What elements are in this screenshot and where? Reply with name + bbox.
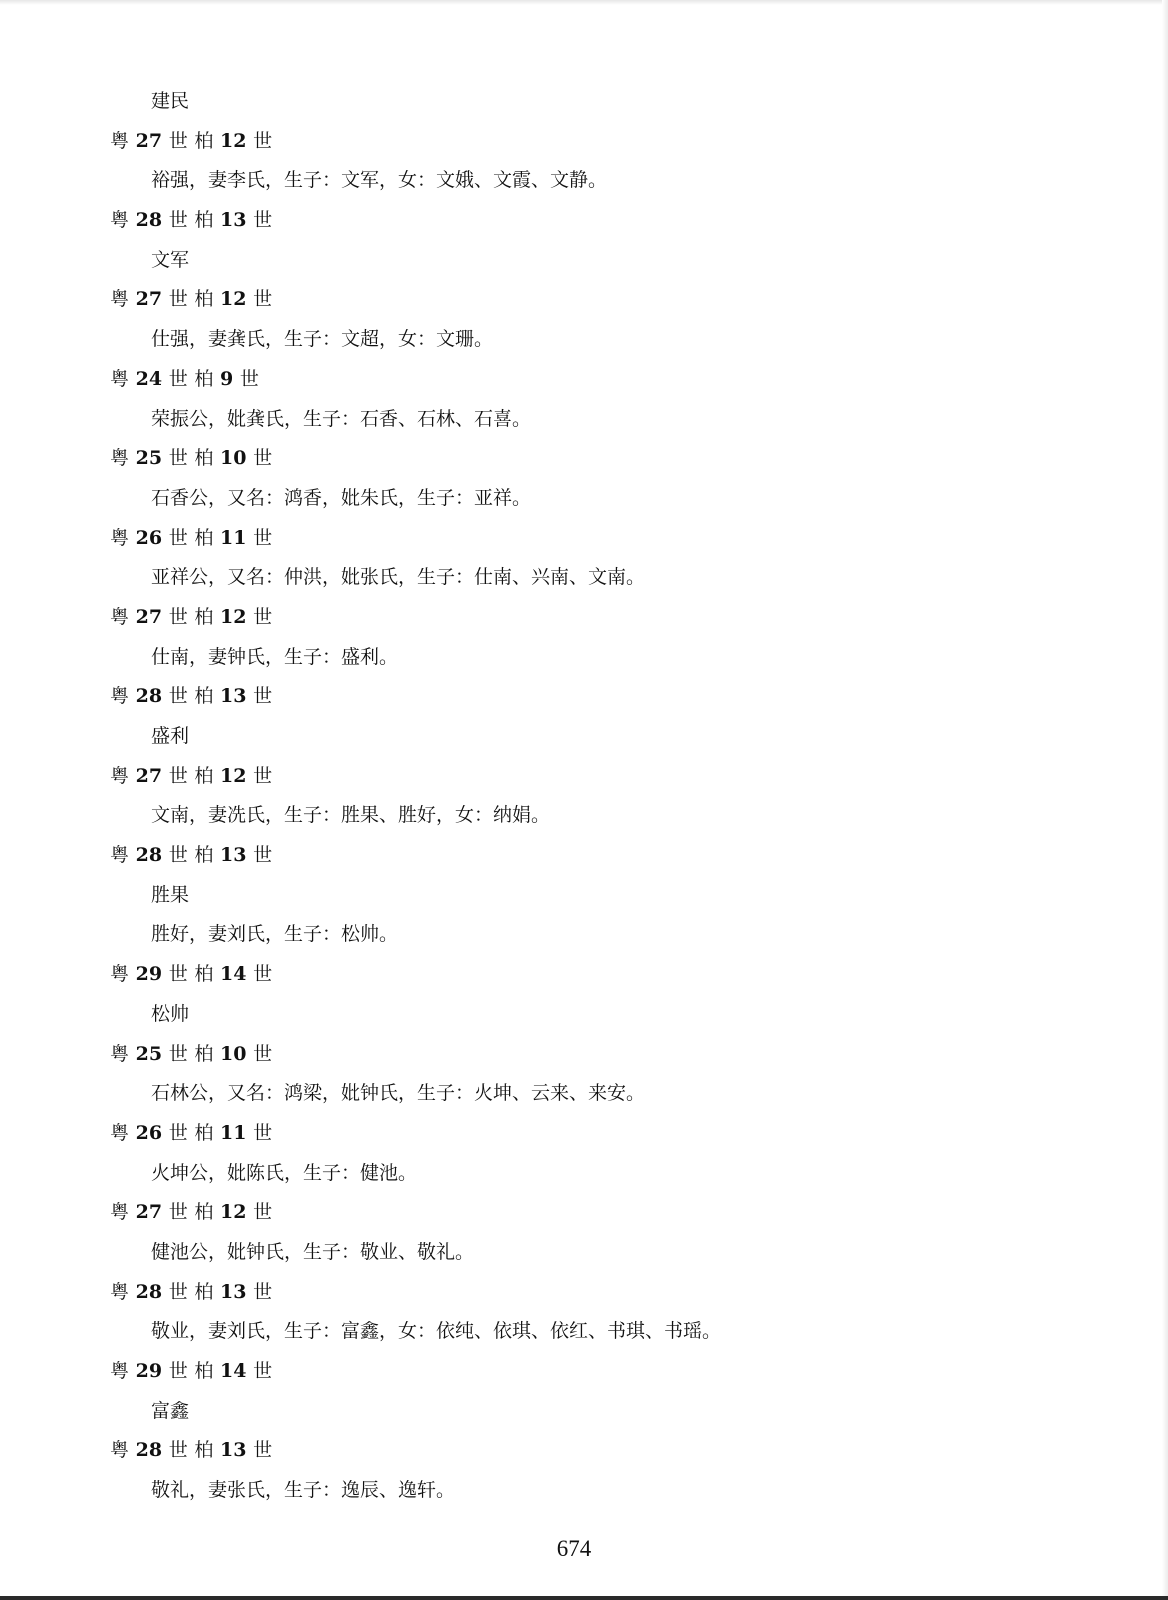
generation-heading bbox=[110, 280, 1110, 320]
clan-generation-unit: 世 bbox=[253, 685, 273, 708]
clan-generation-unit: 世 bbox=[253, 1360, 273, 1382]
province-label: 粤 bbox=[110, 1121, 130, 1144]
province-label: 粤 bbox=[110, 1042, 130, 1065]
clan-label: 柏 bbox=[194, 1042, 214, 1065]
province-generation-number: 25 bbox=[135, 447, 163, 470]
province-label: 粤 bbox=[110, 1439, 130, 1462]
province-label: 粤 bbox=[110, 605, 130, 628]
clan-generation-unit: 世 bbox=[253, 963, 273, 986]
clan-generation-number: 12 bbox=[220, 764, 247, 787]
clan-generation-number: 12 bbox=[220, 288, 247, 311]
clan-generation-number: 13 bbox=[220, 209, 247, 232]
generation-heading bbox=[110, 955, 1110, 995]
generation-heading bbox=[110, 519, 1110, 559]
generation-heading bbox=[110, 1114, 1110, 1154]
generation-heading bbox=[110, 1431, 1110, 1471]
clan-label: 柏 bbox=[194, 1439, 214, 1462]
clan-generation-number: 14 bbox=[220, 963, 247, 986]
province-generation-unit: 世 bbox=[168, 209, 188, 232]
clan-generation-number: 12 bbox=[220, 605, 247, 628]
province-generation-number: 27 bbox=[135, 605, 163, 628]
clan-generation-unit: 世 bbox=[253, 1280, 273, 1303]
clan-generation-unit: 世 bbox=[253, 764, 273, 787]
genealogy-entry: 建民 bbox=[151, 90, 190, 112]
clan-generation-number: 13 bbox=[220, 1439, 247, 1462]
clan-label: 柏 bbox=[194, 685, 214, 708]
genealogy-entry: 盛利 bbox=[151, 725, 190, 747]
scan-edge-bottom bbox=[0, 1596, 1168, 1600]
province-generation-unit: 世 bbox=[168, 764, 188, 787]
genealogy-entry: 胜好，妻刘氏，生子：松帅。 bbox=[151, 923, 399, 946]
generation-heading bbox=[110, 360, 1110, 400]
province-label: 粤 bbox=[110, 1360, 130, 1382]
generation-heading bbox=[110, 757, 1110, 797]
clan-label: 柏 bbox=[194, 1121, 214, 1144]
clan-label: 柏 bbox=[194, 367, 214, 390]
clan-generation-unit: 世 bbox=[253, 1439, 273, 1462]
generation-heading bbox=[110, 836, 1110, 876]
genealogy-entry: 文军 bbox=[151, 248, 190, 271]
clan-generation-unit: 世 bbox=[253, 447, 273, 470]
province-generation-number: 25 bbox=[135, 1042, 163, 1065]
province-generation-number: 26 bbox=[135, 1121, 163, 1144]
clan-generation-unit: 世 bbox=[253, 1121, 273, 1144]
province-generation-number: 24 bbox=[135, 367, 163, 390]
clan-generation-unit: 世 bbox=[253, 288, 273, 311]
generation-heading bbox=[110, 598, 1110, 638]
genealogy-entry: 敬业，妻刘氏，生子：富鑫，女：依纯、依琪、依红、书琪、书瑶。 bbox=[151, 1320, 722, 1343]
province-generation-number: 26 bbox=[135, 526, 163, 549]
genealogy-entry: 仕南，妻钟氏，生子：盛利。 bbox=[151, 645, 399, 668]
clan-generation-number: 12 bbox=[220, 129, 247, 152]
province-label: 粤 bbox=[110, 526, 130, 549]
clan-generation-number: 11 bbox=[220, 526, 247, 549]
province-generation-unit: 世 bbox=[168, 526, 188, 549]
genealogy-entry: 火坤公，妣陈氏，生子：健池。 bbox=[151, 1161, 418, 1184]
genealogy-entry: 胜果 bbox=[151, 883, 190, 906]
clan-label: 柏 bbox=[194, 605, 214, 628]
province-generation-unit: 世 bbox=[168, 1201, 188, 1224]
generation-heading bbox=[110, 1193, 1110, 1233]
genealogy-entry: 亚祥公，又名：仲洪，妣张氏，生子：仕南、兴南、文南。 bbox=[151, 566, 646, 589]
clan-generation-number: 10 bbox=[220, 447, 247, 470]
province-label: 粤 bbox=[110, 844, 130, 867]
genealogy-entry: 裕强，妻李氏，生子：文军，女：文娥、文霞、文静。 bbox=[151, 169, 608, 192]
province-generation-number: 27 bbox=[135, 288, 163, 311]
genealogy-entry: 松帅 bbox=[151, 1002, 190, 1025]
province-generation-number: 27 bbox=[135, 764, 163, 787]
province-generation-number: 28 bbox=[135, 844, 163, 867]
scan-edge-right bbox=[1162, 0, 1168, 1600]
generation-heading bbox=[110, 122, 1110, 162]
clan-label: 柏 bbox=[194, 963, 214, 986]
province-label: 粤 bbox=[110, 367, 130, 390]
clan-generation-number: 11 bbox=[220, 1121, 247, 1144]
clan-label: 柏 bbox=[194, 129, 214, 152]
clan-generation-number: 12 bbox=[220, 1201, 247, 1224]
generation-heading bbox=[110, 1273, 1110, 1313]
province-label: 粤 bbox=[110, 764, 130, 787]
province-label: 粤 bbox=[110, 209, 130, 232]
genealogy-entry: 敬礼，妻张氏，生子：逸辰、逸轩。 bbox=[151, 1479, 456, 1502]
province-generation-unit: 世 bbox=[168, 1042, 188, 1065]
province-generation-unit: 世 bbox=[168, 963, 188, 986]
clan-generation-unit: 世 bbox=[239, 367, 259, 390]
genealogy-page-body bbox=[110, 82, 1110, 1511]
clan-label: 柏 bbox=[194, 1360, 214, 1382]
clan-generation-number: 13 bbox=[220, 844, 247, 867]
province-label: 粤 bbox=[110, 963, 130, 986]
clan-generation-unit: 世 bbox=[253, 605, 273, 628]
province-label: 粤 bbox=[110, 129, 130, 152]
province-generation-number: 28 bbox=[135, 1280, 163, 1303]
province-generation-unit: 世 bbox=[168, 447, 188, 470]
clan-generation-number: 9 bbox=[220, 367, 234, 390]
province-generation-unit: 世 bbox=[168, 367, 188, 390]
province-generation-number: 27 bbox=[135, 1201, 163, 1224]
province-label: 粤 bbox=[110, 1201, 130, 1224]
province-generation-unit: 世 bbox=[168, 288, 188, 311]
province-generation-unit: 世 bbox=[168, 605, 188, 628]
genealogy-entry: 健池公，妣钟氏，生子：敬业、敬礼。 bbox=[151, 1240, 475, 1263]
clan-label: 柏 bbox=[194, 209, 214, 232]
province-label: 粤 bbox=[110, 685, 130, 708]
genealogy-entry: 富鑫 bbox=[151, 1399, 190, 1422]
clan-label: 柏 bbox=[194, 844, 214, 867]
clan-generation-unit: 世 bbox=[253, 526, 273, 549]
province-generation-unit: 世 bbox=[168, 1280, 188, 1303]
generation-heading bbox=[110, 1035, 1110, 1075]
province-generation-unit: 世 bbox=[168, 844, 188, 867]
genealogy-entry: 荣振公，妣龚氏，生子：石香、石林、石喜。 bbox=[151, 407, 532, 430]
clan-generation-unit: 世 bbox=[253, 1042, 273, 1065]
province-generation-number: 28 bbox=[135, 209, 163, 232]
clan-generation-number: 13 bbox=[220, 1280, 247, 1303]
province-generation-unit: 世 bbox=[168, 685, 188, 708]
province-generation-number: 28 bbox=[135, 685, 163, 708]
genealogy-entry: 仕强，妻龚氏，生子：文超，女：文珊。 bbox=[151, 328, 494, 351]
page-number: 674 bbox=[556, 1536, 592, 1561]
province-label: 粤 bbox=[110, 447, 130, 470]
clan-label: 柏 bbox=[194, 1280, 214, 1303]
clan-label: 柏 bbox=[194, 288, 214, 311]
province-label: 粤 bbox=[110, 1280, 130, 1303]
province-generation-number: 29 bbox=[135, 963, 163, 986]
clan-label: 柏 bbox=[194, 447, 214, 470]
clan-label: 柏 bbox=[194, 526, 214, 549]
clan-generation-unit: 世 bbox=[253, 844, 273, 867]
genealogy-entry: 石林公，又名：鸿梁，妣钟氏，生子：火坤、云来、来安。 bbox=[151, 1082, 646, 1105]
genealogy-entry: 石香公，又名：鸿香，妣朱氏，生子：亚祥。 bbox=[151, 486, 532, 509]
generation-heading bbox=[110, 677, 1110, 717]
province-generation-number: 29 bbox=[135, 1360, 163, 1382]
province-generation-unit: 世 bbox=[168, 1360, 188, 1382]
province-generation-unit: 世 bbox=[168, 129, 188, 152]
scan-edge-top bbox=[0, 0, 1168, 5]
generation-heading bbox=[110, 1352, 1110, 1392]
clan-generation-unit: 世 bbox=[253, 1201, 273, 1224]
generation-heading bbox=[110, 201, 1110, 241]
genealogy-entry: 文南，妻冼氏，生子：胜果、胜好，女：纳娟。 bbox=[151, 804, 551, 827]
province-generation-unit: 世 bbox=[168, 1121, 188, 1144]
province-generation-number: 27 bbox=[135, 129, 163, 152]
clan-generation-unit: 世 bbox=[253, 129, 273, 152]
clan-generation-number: 13 bbox=[220, 685, 247, 708]
province-label: 粤 bbox=[110, 288, 130, 311]
province-generation-unit: 世 bbox=[168, 1439, 188, 1462]
clan-label: 柏 bbox=[194, 764, 214, 787]
clan-label: 柏 bbox=[194, 1201, 214, 1224]
generation-heading bbox=[110, 439, 1110, 479]
clan-generation-unit: 世 bbox=[253, 209, 273, 232]
clan-generation-number: 10 bbox=[220, 1042, 247, 1065]
province-generation-number: 28 bbox=[135, 1439, 163, 1462]
clan-generation-number: 14 bbox=[220, 1360, 247, 1382]
